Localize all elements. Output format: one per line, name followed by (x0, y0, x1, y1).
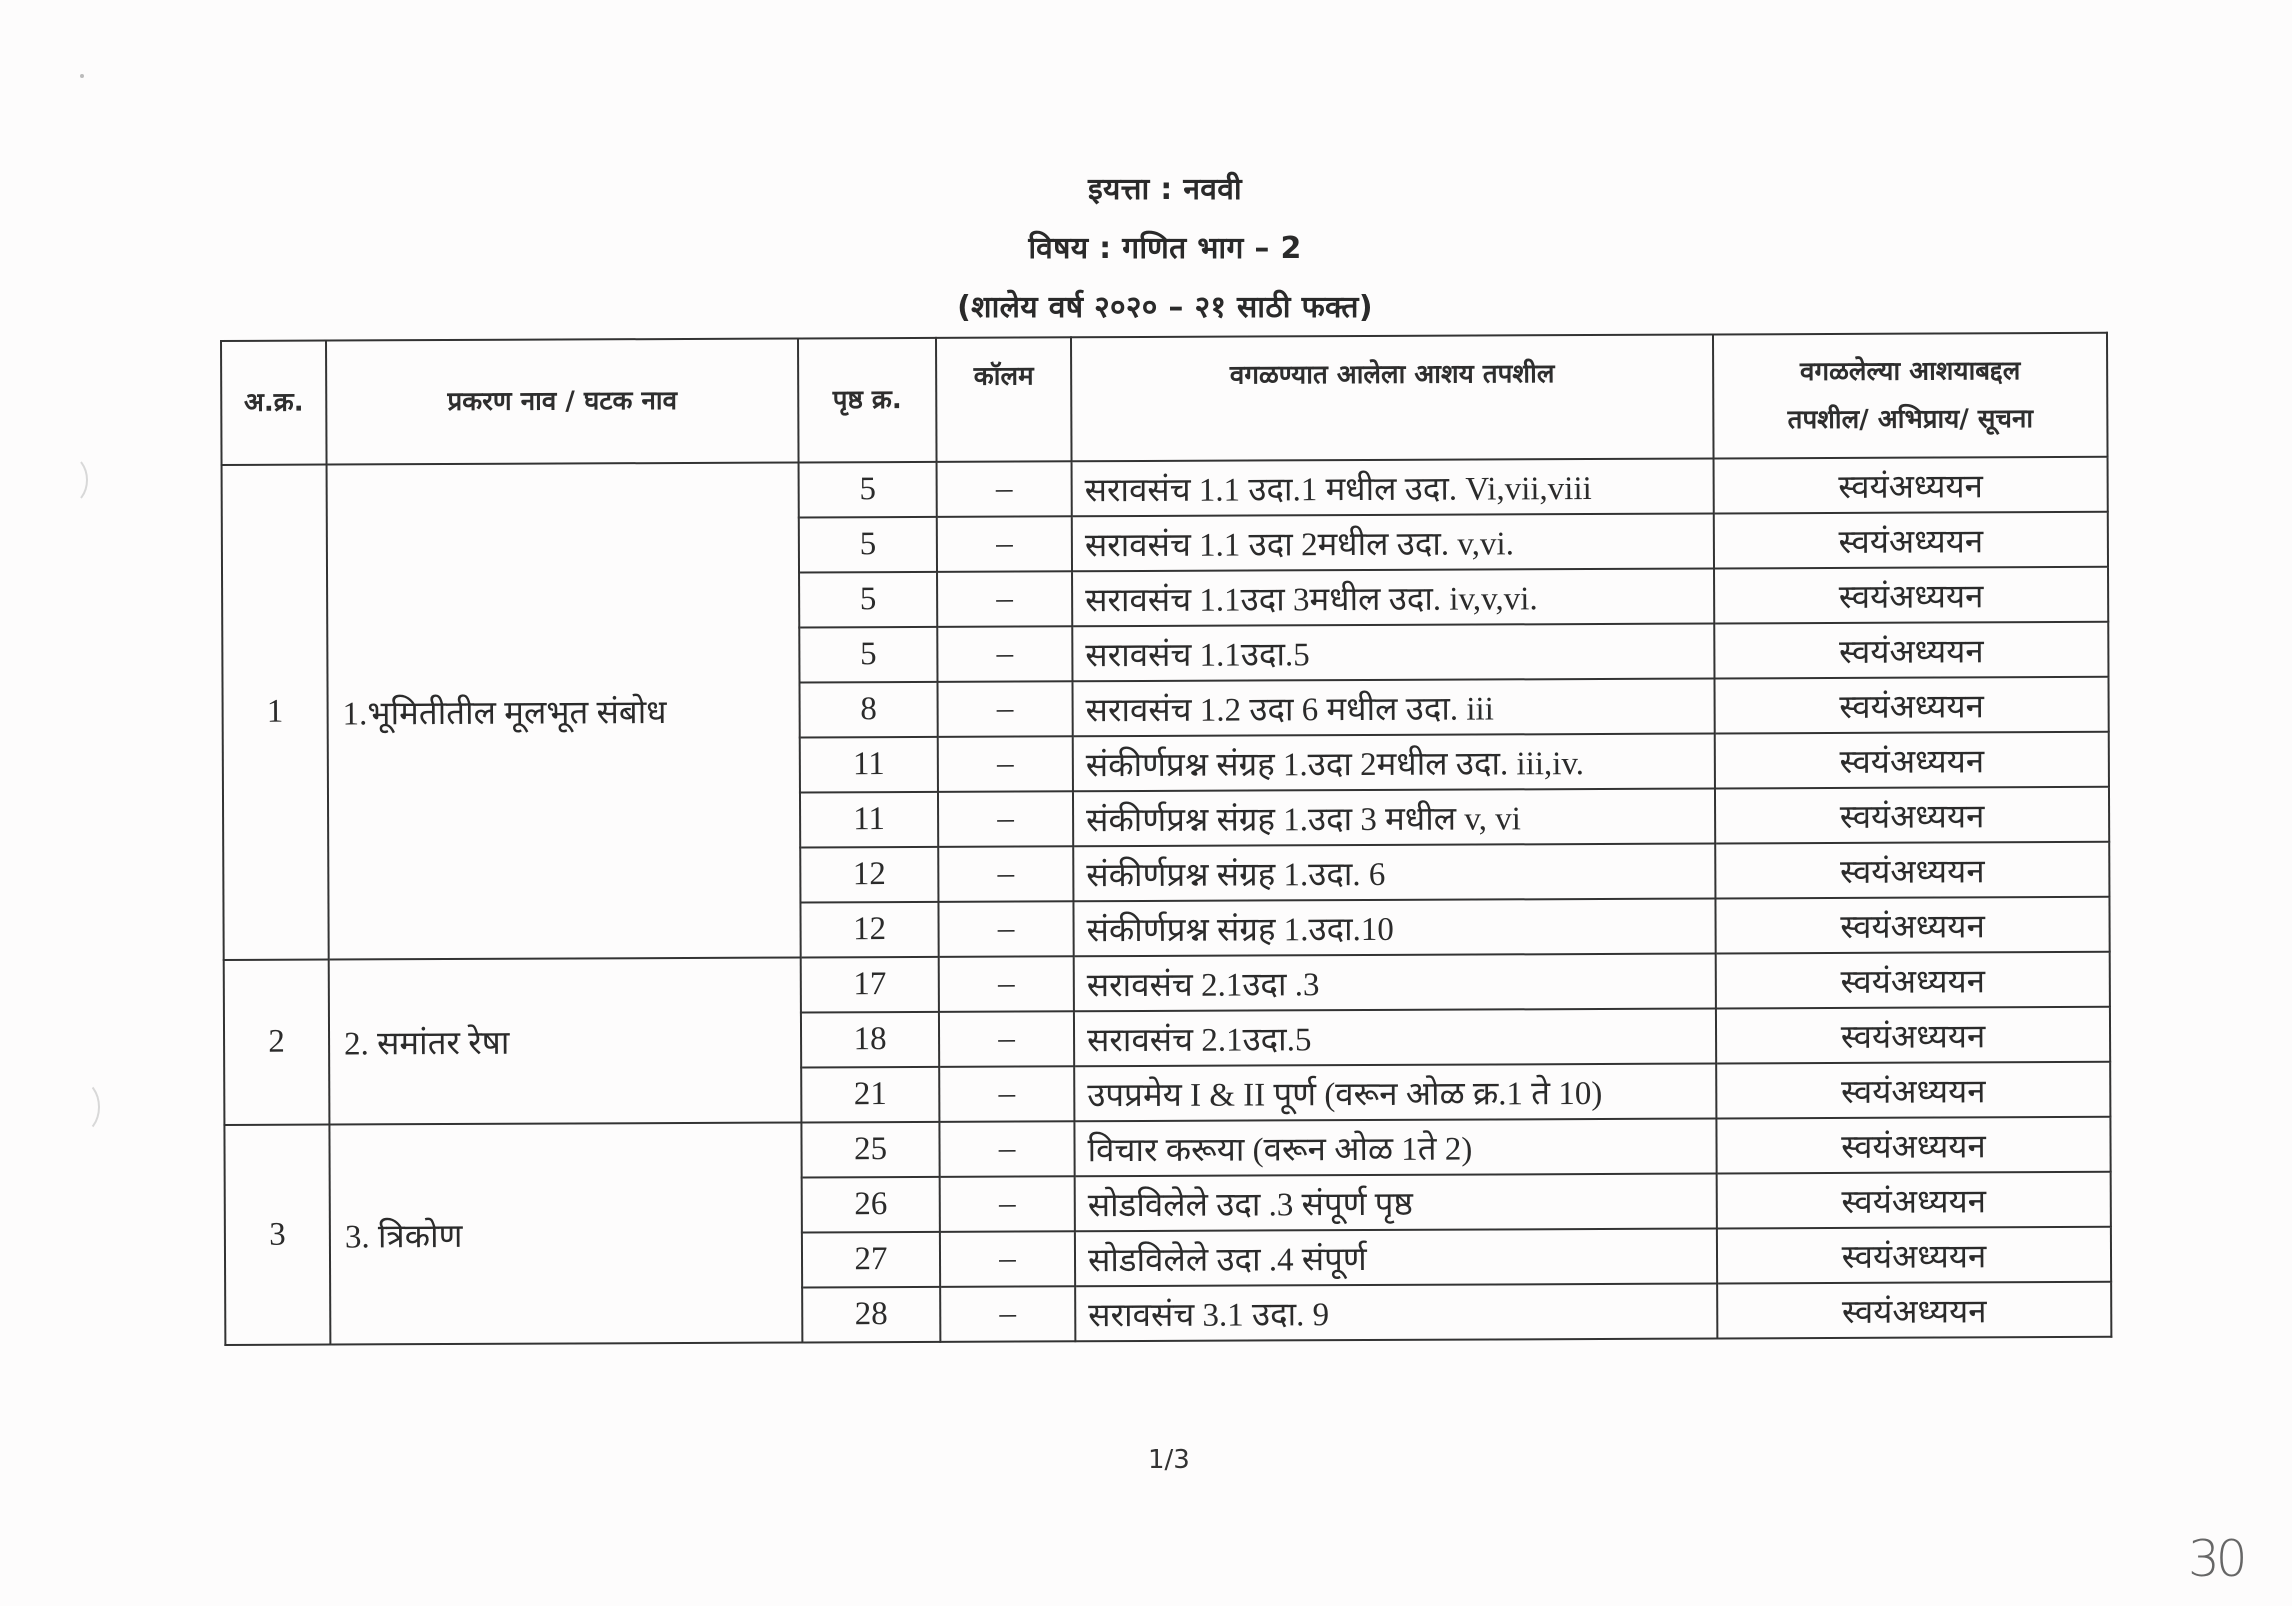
header-remarks (1713, 333, 2108, 459)
column-cell: – (938, 901, 1073, 957)
remark-cell: स्वयंअध्ययन (1717, 1172, 2111, 1229)
page-no-cell: 27 (802, 1232, 940, 1288)
serial-no-cell: 2 (224, 960, 330, 1125)
remark-cell: स्वयंअध्ययन (1714, 622, 2108, 679)
omitted-content-cell: संकीर्णप्रश्न संग्रह 1.उदा 3 मधील v, vi (1073, 788, 1715, 846)
omitted-content-cell: सरावसंच 1.1उदा 3मधील उदा. iv,v,vi. (1072, 568, 1714, 626)
omitted-content-cell: सरावसंच 2.1उदा .3 (1074, 953, 1716, 1011)
column-cell: – (940, 1286, 1075, 1342)
remark-cell: स्वयंअध्ययन (1714, 567, 2108, 624)
page-no-cell: 17 (801, 957, 939, 1013)
column-cell: – (938, 736, 1073, 792)
omitted-content-cell: विचार करूया (वरून ओळ 1ते 2) (1074, 1118, 1716, 1176)
header-chapter-name: प्रकरण नाव / घटक नाव (326, 338, 799, 464)
page-no-cell: 12 (800, 902, 938, 958)
page-no-cell: 28 (802, 1287, 940, 1343)
remark-cell: स्वयंअध्ययन (1715, 842, 2109, 899)
page-no-cell: 12 (800, 847, 938, 903)
header-serial-no: अ.क्र. (221, 341, 327, 465)
omitted-content-cell: सोडविलेले उदा .4 संपूर्ण (1075, 1228, 1717, 1286)
page-number: 1/3 (1148, 1445, 1190, 1475)
column-cell: – (937, 571, 1072, 627)
column-cell: – (939, 1121, 1074, 1177)
omitted-content-cell: उपप्रमेय I & II पूर्ण (वरून ओळ क्र.1 ते 10) (1074, 1063, 1716, 1121)
page-no-cell: 5 (799, 462, 937, 518)
table-row (224, 1117, 2110, 1180)
omitted-content-cell: सरावसंच 1.1 उदा.1 मधील उदा. Vi,vii,viii (1072, 458, 1714, 516)
omitted-content-cell: सरावसंच 1.1उदा.5 (1072, 623, 1714, 681)
header-page-no: पृष्ठ क्र. (798, 338, 937, 463)
column-cell: – (939, 956, 1074, 1012)
remark-cell: स्वयंअध्ययन (1716, 1062, 2110, 1119)
remark-cell: स्वयंअध्ययन (1714, 677, 2108, 734)
page-no-cell: 26 (802, 1177, 940, 1233)
column-cell: – (937, 516, 1072, 572)
handwritten-page-mark: 30 (2188, 1530, 2244, 1588)
remark-cell: स्वयंअध्ययन (1715, 732, 2109, 789)
remark-cell: स्वयंअध्ययन (1716, 1007, 2110, 1064)
column-cell: – (940, 1176, 1075, 1232)
scan-artifact (80, 74, 84, 78)
omitted-content-cell: संकीर्णप्रश्न संग्रह 1.उदा 2मधील उदा. iii,iv. (1073, 733, 1715, 791)
header-remarks-line2: तपशील/ अभिप्राय/ सूचना (1787, 404, 2034, 436)
column-cell: – (937, 681, 1072, 737)
omitted-content-cell: सरावसंच 1.1 उदा 2मधील उदा. v,vi. (1072, 513, 1714, 571)
scan-artifact (50, 455, 88, 505)
serial-no-cell: 1 (222, 465, 329, 960)
page-no-cell: 21 (801, 1067, 939, 1123)
header-omitted-content: वगळण्यात आलेला आशय तपशील (1071, 334, 1714, 461)
column-cell: – (938, 846, 1073, 902)
column-cell: – (939, 1066, 1074, 1122)
column-cell: – (938, 791, 1073, 847)
remark-cell: स्वयंअध्ययन (1717, 1227, 2111, 1284)
omitted-content-cell: संकीर्णप्रश्न संग्रह 1.उदा. 6 (1073, 843, 1715, 901)
page-no-cell: 5 (799, 572, 937, 628)
document-title-block (0, 160, 2292, 337)
table-row (222, 457, 2108, 520)
page-no-cell: 11 (800, 792, 938, 848)
table-header-row (221, 333, 2108, 465)
column-cell: – (937, 461, 1072, 517)
omitted-content-cell: सरावसंच 3.1 उदा. 9 (1075, 1283, 1717, 1341)
remark-cell: स्वयंअध्ययन (1717, 1282, 2111, 1339)
page-no-cell: 11 (800, 737, 938, 793)
header-remarks-line1: वगळलेल्या आशयाबद्दल (1799, 356, 2021, 388)
remark-cell: स्वयंअध्ययन (1714, 457, 2108, 514)
page-no-cell: 5 (799, 627, 937, 683)
class-title: इयत्ता : नववी (1088, 172, 1242, 207)
remark-cell: स्वयंअध्ययन (1715, 897, 2109, 954)
remark-cell: स्वयंअध्ययन (1714, 512, 2108, 569)
page-no-cell: 18 (801, 1012, 939, 1068)
academic-year-note: (शालेय वर्ष २०२० – २१ साठी फक्त) (957, 290, 1373, 325)
scan-artifact (60, 1080, 100, 1134)
omitted-content-cell: सोडविलेले उदा .3 संपूर्ण पृष्ठ (1075, 1173, 1717, 1231)
page-no-cell: 8 (799, 682, 937, 738)
remark-cell: स्वयंअध्ययन (1715, 787, 2109, 844)
omitted-content-cell: सरावसंच 2.1उदा.5 (1074, 1008, 1716, 1066)
table-row (224, 952, 2110, 1015)
column-cell: – (939, 1011, 1074, 1067)
subject-title: विषय : गणित भाग – 2 (1028, 231, 1302, 266)
column-cell: – (940, 1231, 1075, 1287)
chapter-name-cell: 2. समांतर रेषा (329, 957, 802, 1124)
header-column: कॉलम (936, 337, 1072, 462)
omitted-content-cell: सरावसंच 1.2 उदा 6 मधील उदा. iii (1072, 678, 1714, 736)
chapter-name-cell: 3. त्रिकोण (329, 1122, 802, 1344)
serial-no-cell: 3 (224, 1125, 330, 1345)
column-cell: – (937, 626, 1072, 682)
omitted-content-cell: संकीर्णप्रश्न संग्रह 1.उदा.10 (1073, 898, 1715, 956)
page-no-cell: 25 (801, 1122, 939, 1178)
remark-cell: स्वयंअध्ययन (1716, 1117, 2110, 1174)
syllabus-reduction-table (220, 332, 2112, 1346)
remark-cell: स्वयंअध्ययन (1716, 952, 2110, 1009)
chapter-name-cell: 1.भूमितीतील मूलभूत संबोध (327, 462, 801, 959)
page-no-cell: 5 (799, 517, 937, 573)
